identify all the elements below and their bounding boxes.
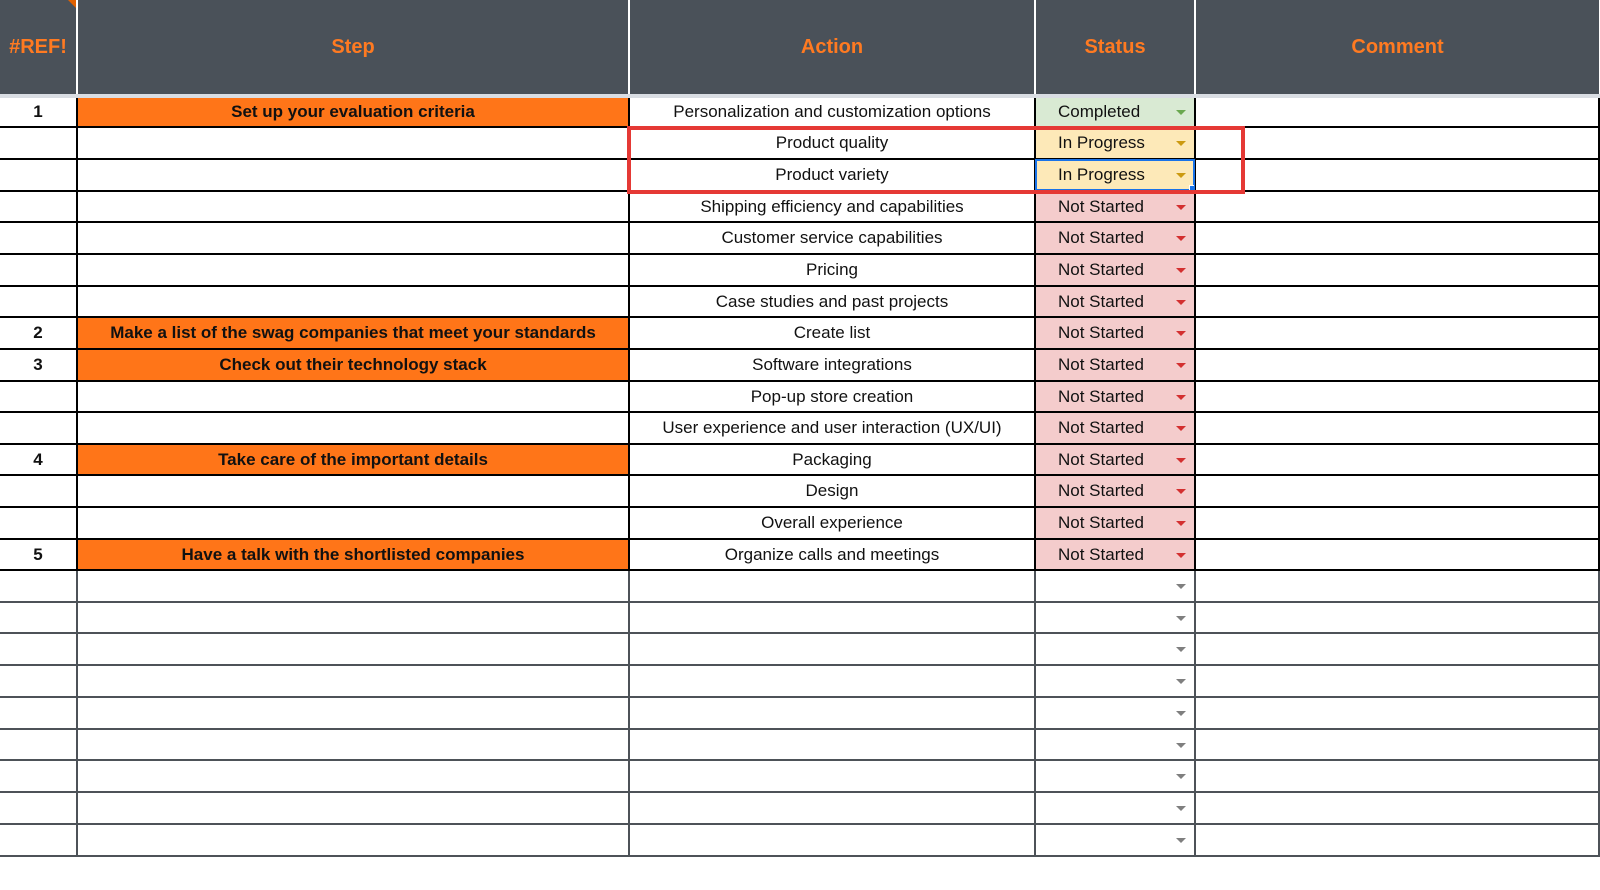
cell-comment[interactable] bbox=[1195, 507, 1599, 539]
cell-step[interactable] bbox=[77, 412, 629, 444]
cell-number[interactable] bbox=[0, 760, 77, 792]
cell-action[interactable]: Create list bbox=[629, 317, 1035, 349]
cell-step[interactable] bbox=[77, 824, 629, 856]
cell-action[interactable] bbox=[629, 665, 1035, 697]
cell-status[interactable] bbox=[1035, 729, 1195, 760]
cell-action[interactable]: Customer service capabilities bbox=[629, 222, 1035, 254]
dropdown-arrow-icon[interactable] bbox=[1176, 141, 1186, 146]
cell-comment[interactable] bbox=[1195, 602, 1599, 633]
table-row bbox=[0, 286, 1599, 317]
cell-step[interactable]: Make a list of the swag companies that meet your standards bbox=[77, 317, 629, 349]
cell-number[interactable] bbox=[0, 254, 77, 286]
cell-step[interactable] bbox=[77, 159, 629, 191]
dropdown-arrow-icon[interactable] bbox=[1176, 711, 1186, 716]
cell-number[interactable] bbox=[0, 191, 77, 222]
cell-action[interactable] bbox=[629, 792, 1035, 824]
cell-step[interactable]: Check out their technology stack bbox=[77, 349, 629, 381]
table-row bbox=[0, 697, 1599, 729]
cell-status[interactable] bbox=[1035, 159, 1195, 191]
header-status[interactable]: Status bbox=[1035, 0, 1195, 96]
cell-number[interactable] bbox=[0, 729, 77, 760]
cell-status[interactable] bbox=[1035, 760, 1195, 792]
table-row bbox=[0, 381, 1599, 412]
cell-comment[interactable] bbox=[1195, 317, 1599, 349]
status-value: In Progress bbox=[1058, 133, 1145, 152]
status-value: Not Started bbox=[1058, 228, 1144, 247]
cell-comment[interactable] bbox=[1195, 760, 1599, 792]
table-row bbox=[0, 602, 1599, 633]
cell-action[interactable] bbox=[629, 570, 1035, 602]
cell-step[interactable] bbox=[77, 633, 629, 665]
cell-comment[interactable] bbox=[1195, 191, 1599, 222]
cell-number[interactable]: 2 bbox=[0, 317, 77, 349]
cell-status[interactable] bbox=[1035, 412, 1195, 444]
cell-step[interactable] bbox=[77, 507, 629, 539]
table-row bbox=[0, 665, 1599, 697]
dropdown-arrow-icon[interactable] bbox=[1176, 521, 1186, 526]
cell-action[interactable] bbox=[629, 602, 1035, 633]
status-value: Not Started bbox=[1058, 481, 1144, 500]
status-value: Not Started bbox=[1058, 323, 1144, 342]
header-step[interactable]: Step bbox=[77, 0, 629, 96]
cell-comment[interactable] bbox=[1195, 665, 1599, 697]
cell-comment[interactable] bbox=[1195, 475, 1599, 507]
cell-comment[interactable] bbox=[1195, 286, 1599, 317]
cell-status[interactable] bbox=[1035, 222, 1195, 254]
table-row bbox=[0, 191, 1599, 222]
table-row bbox=[0, 475, 1599, 507]
cell-action[interactable]: Packaging bbox=[629, 444, 1035, 475]
cell-comment[interactable] bbox=[1195, 96, 1599, 127]
cell-number[interactable] bbox=[0, 824, 77, 856]
cell-comment[interactable] bbox=[1195, 159, 1599, 191]
cell-status[interactable] bbox=[1035, 792, 1195, 824]
cell-number[interactable]: 1 bbox=[0, 96, 77, 127]
cell-comment[interactable] bbox=[1195, 570, 1599, 602]
dropdown-arrow-icon[interactable] bbox=[1176, 458, 1186, 463]
table-row bbox=[0, 254, 1599, 286]
cell-action[interactable]: Case studies and past projects bbox=[629, 286, 1035, 317]
table-row bbox=[0, 729, 1599, 760]
table-row bbox=[0, 317, 1599, 349]
cell-step[interactable] bbox=[77, 191, 629, 222]
status-value: Not Started bbox=[1058, 386, 1144, 406]
cell-step[interactable] bbox=[77, 222, 629, 254]
cell-status[interactable] bbox=[1035, 633, 1195, 665]
cell-comment[interactable] bbox=[1195, 127, 1599, 159]
cell-step[interactable] bbox=[77, 254, 629, 286]
cell-status[interactable] bbox=[1035, 570, 1195, 602]
table-row bbox=[0, 412, 1599, 444]
dropdown-arrow-icon[interactable] bbox=[1176, 110, 1186, 115]
dropdown-arrow-icon[interactable] bbox=[1176, 838, 1186, 843]
dropdown-arrow-icon[interactable] bbox=[1176, 743, 1186, 748]
cell-step[interactable]: Set up your evaluation criteria bbox=[77, 96, 629, 127]
cell-status[interactable] bbox=[1035, 444, 1195, 475]
cell-step[interactable]: Have a talk with the shortlisted companies bbox=[77, 539, 629, 570]
cell-step[interactable] bbox=[77, 792, 629, 824]
dropdown-arrow-icon[interactable] bbox=[1176, 331, 1186, 336]
dropdown-arrow-icon[interactable] bbox=[1176, 173, 1186, 178]
cell-status[interactable] bbox=[1035, 127, 1195, 159]
status-value: Not Started bbox=[1058, 449, 1144, 469]
cell-comment[interactable] bbox=[1195, 729, 1599, 760]
cell-comment[interactable] bbox=[1195, 444, 1599, 475]
table-row bbox=[0, 159, 1599, 191]
cell-comment[interactable] bbox=[1195, 349, 1599, 381]
table-row bbox=[0, 349, 1599, 381]
cell-status[interactable] bbox=[1035, 254, 1195, 286]
dropdown-arrow-icon[interactable] bbox=[1176, 426, 1186, 431]
status-value: Not Started bbox=[1058, 355, 1144, 374]
table-row bbox=[0, 127, 1599, 159]
cell-number[interactable] bbox=[0, 792, 77, 824]
dropdown-arrow-icon[interactable] bbox=[1176, 584, 1186, 589]
header-action[interactable]: Action bbox=[629, 0, 1035, 96]
cell-action[interactable]: Pop-up store creation bbox=[629, 381, 1035, 412]
cell-number[interactable]: 3 bbox=[0, 349, 77, 381]
cell-number[interactable] bbox=[0, 507, 77, 539]
cell-step[interactable] bbox=[77, 760, 629, 792]
table-row bbox=[0, 570, 1599, 602]
cell-number[interactable] bbox=[0, 697, 77, 729]
cell-comment[interactable] bbox=[1195, 539, 1599, 570]
cell-status[interactable] bbox=[1035, 381, 1195, 412]
status-value: Not Started bbox=[1058, 513, 1144, 532]
cell-number[interactable] bbox=[0, 570, 77, 602]
cell-action[interactable]: Software integrations bbox=[629, 349, 1035, 381]
table-row bbox=[0, 824, 1599, 856]
dropdown-arrow-icon[interactable] bbox=[1176, 774, 1186, 779]
cell-step[interactable] bbox=[77, 602, 629, 633]
cell-action[interactable]: Overall experience bbox=[629, 507, 1035, 539]
cell-number[interactable] bbox=[0, 286, 77, 317]
cell-number[interactable] bbox=[0, 475, 77, 507]
cell-number[interactable] bbox=[0, 665, 77, 697]
cell-step[interactable] bbox=[77, 570, 629, 602]
cell-action[interactable]: User experience and user interaction (UX/UI) bbox=[629, 412, 1035, 444]
cell-comment[interactable] bbox=[1195, 792, 1599, 824]
dropdown-arrow-icon[interactable] bbox=[1176, 553, 1186, 558]
cell-step[interactable]: Take care of the important details bbox=[77, 444, 629, 475]
table-row bbox=[0, 633, 1599, 665]
dropdown-arrow-icon[interactable] bbox=[1176, 268, 1186, 273]
cell-comment[interactable] bbox=[1195, 824, 1599, 856]
dropdown-arrow-icon[interactable] bbox=[1176, 679, 1186, 684]
cell-action[interactable]: Personalization and customization options bbox=[629, 96, 1035, 127]
dropdown-arrow-icon[interactable] bbox=[1176, 489, 1186, 494]
status-value: Not Started bbox=[1058, 544, 1144, 564]
status-value: Not Started bbox=[1058, 418, 1144, 437]
cell-action[interactable] bbox=[629, 729, 1035, 760]
table-row bbox=[0, 507, 1599, 539]
status-value: In Progress bbox=[1058, 165, 1145, 184]
dropdown-arrow-icon[interactable] bbox=[1176, 806, 1186, 811]
cell-number[interactable] bbox=[0, 127, 77, 159]
cell-comment[interactable] bbox=[1195, 254, 1599, 286]
cell-action[interactable] bbox=[629, 633, 1035, 665]
cell-action[interactable] bbox=[629, 824, 1035, 856]
dropdown-arrow-icon[interactable] bbox=[1176, 300, 1186, 305]
cell-comment[interactable] bbox=[1195, 222, 1599, 254]
dropdown-arrow-icon[interactable] bbox=[1176, 236, 1186, 241]
cell-number[interactable] bbox=[0, 412, 77, 444]
cell-number[interactable] bbox=[0, 633, 77, 665]
cell-number[interactable] bbox=[0, 159, 77, 191]
cell-step[interactable] bbox=[77, 729, 629, 760]
table-row bbox=[0, 444, 1599, 475]
cell-step[interactable] bbox=[77, 381, 629, 412]
cell-status[interactable] bbox=[1035, 824, 1195, 856]
cell-step[interactable] bbox=[77, 475, 629, 507]
dropdown-arrow-icon[interactable] bbox=[1176, 647, 1186, 652]
cell-comment[interactable] bbox=[1195, 697, 1599, 729]
header-ref[interactable]: #REF! bbox=[0, 0, 77, 96]
cell-comment[interactable] bbox=[1195, 381, 1599, 412]
table-row bbox=[0, 539, 1599, 570]
cell-number[interactable] bbox=[0, 222, 77, 254]
cell-status[interactable] bbox=[1035, 697, 1195, 729]
table-row bbox=[0, 760, 1599, 792]
cell-comment[interactable] bbox=[1195, 633, 1599, 665]
cell-status[interactable] bbox=[1035, 317, 1195, 349]
cell-action[interactable]: Design bbox=[629, 475, 1035, 507]
status-value: Not Started bbox=[1058, 260, 1144, 279]
status-value: Not Started bbox=[1058, 196, 1144, 216]
dropdown-arrow-icon[interactable] bbox=[1176, 205, 1186, 210]
dropdown-arrow-icon[interactable] bbox=[1176, 395, 1186, 400]
status-value: Completed bbox=[1058, 102, 1141, 121]
cell-number[interactable]: 4 bbox=[0, 444, 77, 475]
cell-action[interactable]: Product variety bbox=[629, 159, 1035, 191]
header-comment[interactable]: Comment bbox=[1195, 0, 1599, 96]
cell-action[interactable] bbox=[629, 760, 1035, 792]
cell-status[interactable] bbox=[1035, 349, 1195, 381]
table-row bbox=[0, 96, 1599, 127]
cell-status[interactable] bbox=[1035, 191, 1195, 222]
cell-action[interactable]: Organize calls and meetings bbox=[629, 539, 1035, 570]
table-row bbox=[0, 792, 1599, 824]
table-row bbox=[0, 222, 1599, 254]
cell-step[interactable] bbox=[77, 665, 629, 697]
cell-action[interactable]: Pricing bbox=[629, 254, 1035, 286]
cell-status[interactable] bbox=[1035, 665, 1195, 697]
cell-status[interactable] bbox=[1035, 539, 1195, 570]
cell-status[interactable] bbox=[1035, 96, 1195, 127]
cell-action[interactable]: Product quality bbox=[629, 127, 1035, 159]
cell-status[interactable] bbox=[1035, 286, 1195, 317]
cell-status[interactable] bbox=[1035, 507, 1195, 539]
cell-step[interactable] bbox=[77, 286, 629, 317]
cell-number[interactable] bbox=[0, 602, 77, 633]
cell-comment[interactable] bbox=[1195, 412, 1599, 444]
cell-number[interactable]: 5 bbox=[0, 539, 77, 570]
dropdown-arrow-icon[interactable] bbox=[1176, 616, 1186, 621]
cell-step[interactable] bbox=[77, 697, 629, 729]
cell-action[interactable]: Shipping efficiency and capabilities bbox=[629, 191, 1035, 222]
cell-status[interactable] bbox=[1035, 602, 1195, 633]
status-value: Not Started bbox=[1058, 291, 1144, 311]
header-row bbox=[0, 0, 1599, 96]
cell-status[interactable] bbox=[1035, 475, 1195, 507]
cell-action[interactable] bbox=[629, 697, 1035, 729]
dropdown-arrow-icon[interactable] bbox=[1176, 363, 1186, 368]
cell-step[interactable] bbox=[77, 127, 629, 159]
cell-number[interactable] bbox=[0, 381, 77, 412]
